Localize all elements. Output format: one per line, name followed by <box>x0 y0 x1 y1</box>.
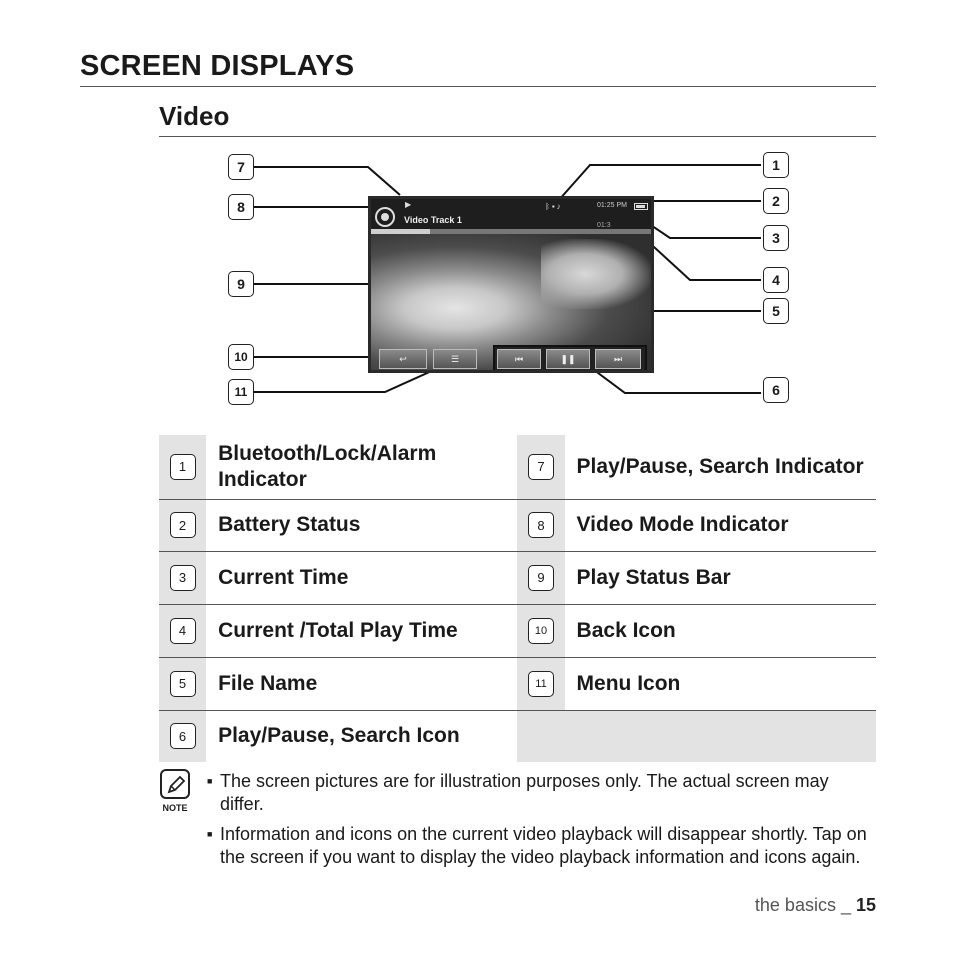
title-rule <box>80 86 876 87</box>
skip-forward-icon: ⏭ <box>613 353 623 364</box>
legend-number: 2 <box>170 512 196 538</box>
legend-label: Video Mode Indicator <box>576 513 789 536</box>
battery-icon <box>634 203 648 210</box>
play-icon: ▶ <box>405 200 412 209</box>
prev-button[interactable] <box>497 349 541 369</box>
note-list <box>207 770 877 876</box>
note-item: ■ The screen pictures are for illustration purposes only. The actual screen may differ. <box>207 770 877 816</box>
play-status-bar[interactable] <box>371 229 651 234</box>
callout-7: 7 <box>228 154 254 180</box>
section-rule <box>159 136 876 137</box>
legend-label: Battery Status <box>218 513 361 536</box>
menu-button[interactable] <box>433 349 477 369</box>
video-mode-icon <box>375 207 395 227</box>
bluetooth-icon: ᛒ <box>545 202 552 211</box>
table-row <box>159 604 876 657</box>
legend-number: 8 <box>528 512 554 538</box>
note-label: NOTE <box>162 803 188 813</box>
legend-number: 4 <box>170 618 196 644</box>
bluetooth-lock-alarm-icons <box>545 202 563 211</box>
callout-4: 4 <box>763 267 789 293</box>
callout-1: 1 <box>763 152 789 178</box>
file-name: Video Track 1 <box>404 215 462 225</box>
device-screen[interactable] <box>368 196 654 373</box>
callout-9: 9 <box>228 271 254 297</box>
lock-icon: ▪ <box>551 202 557 211</box>
legend-number: 5 <box>170 671 196 697</box>
table-row <box>159 710 876 762</box>
play-status-fill <box>371 229 430 234</box>
legend-number: 1 <box>170 454 196 480</box>
legend-number: 6 <box>170 723 196 749</box>
current-time: 01:25 PM <box>597 202 627 209</box>
callout-5: 5 <box>763 298 789 324</box>
footer-text: the basics _ <box>754 895 856 915</box>
menu-icon: ☰ <box>450 353 460 364</box>
note-item: ■ Information and icons on the current video playback will disappear shortly. Tap on the screen if you want to display the video playback information and icons again. <box>207 823 877 869</box>
table-row <box>159 551 876 604</box>
table-row <box>159 435 876 499</box>
legend-number: 11 <box>528 671 554 697</box>
callout-3: 3 <box>763 225 789 251</box>
skip-back-icon: ⏮ <box>514 353 524 364</box>
legend-label: Play/Pause, Search Indicator <box>576 454 864 478</box>
empty-cell <box>517 710 876 762</box>
legend-label: Bluetooth/Lock/Alarm Indicator <box>218 441 437 491</box>
pause-icon: ❚❚ <box>560 353 576 364</box>
legend-label: Current Time <box>218 565 349 589</box>
legend-number: 9 <box>528 565 554 591</box>
callout-10: 10 <box>228 344 254 370</box>
note-pencil-icon <box>160 769 190 799</box>
callout-8: 8 <box>228 194 254 220</box>
callout-11: 11 <box>228 379 254 405</box>
page-number: 15 <box>855 895 876 915</box>
play-time: 01:3 <box>597 222 611 229</box>
legend-label: File Name <box>218 671 318 695</box>
callout-6: 6 <box>763 377 789 403</box>
back-button[interactable] <box>379 349 427 369</box>
legend-number: 3 <box>170 565 196 591</box>
legend-label: Back Icon <box>576 618 676 642</box>
legend-label: Current /Total Play Time <box>218 618 458 642</box>
page-title: SCREEN DISPLAYS <box>80 50 355 82</box>
screen-diagram <box>220 145 800 415</box>
legend-number: 10 <box>528 618 554 644</box>
alarm-icon: ♪ <box>556 202 563 211</box>
legend-label: Play Status Bar <box>576 565 731 589</box>
table-row <box>159 657 876 710</box>
legend-label: Play/Pause, Search Icon <box>218 724 460 748</box>
back-icon: ↩ <box>399 353 407 364</box>
next-button[interactable] <box>595 349 641 369</box>
callout-2: 2 <box>763 188 789 214</box>
table-row <box>159 499 876 551</box>
legend-number: 7 <box>528 454 554 480</box>
pause-button[interactable] <box>546 349 590 369</box>
legend-label: Menu Icon <box>576 671 681 695</box>
page-footer <box>755 895 876 916</box>
legend-table <box>159 435 876 762</box>
section-title: Video <box>159 101 230 131</box>
